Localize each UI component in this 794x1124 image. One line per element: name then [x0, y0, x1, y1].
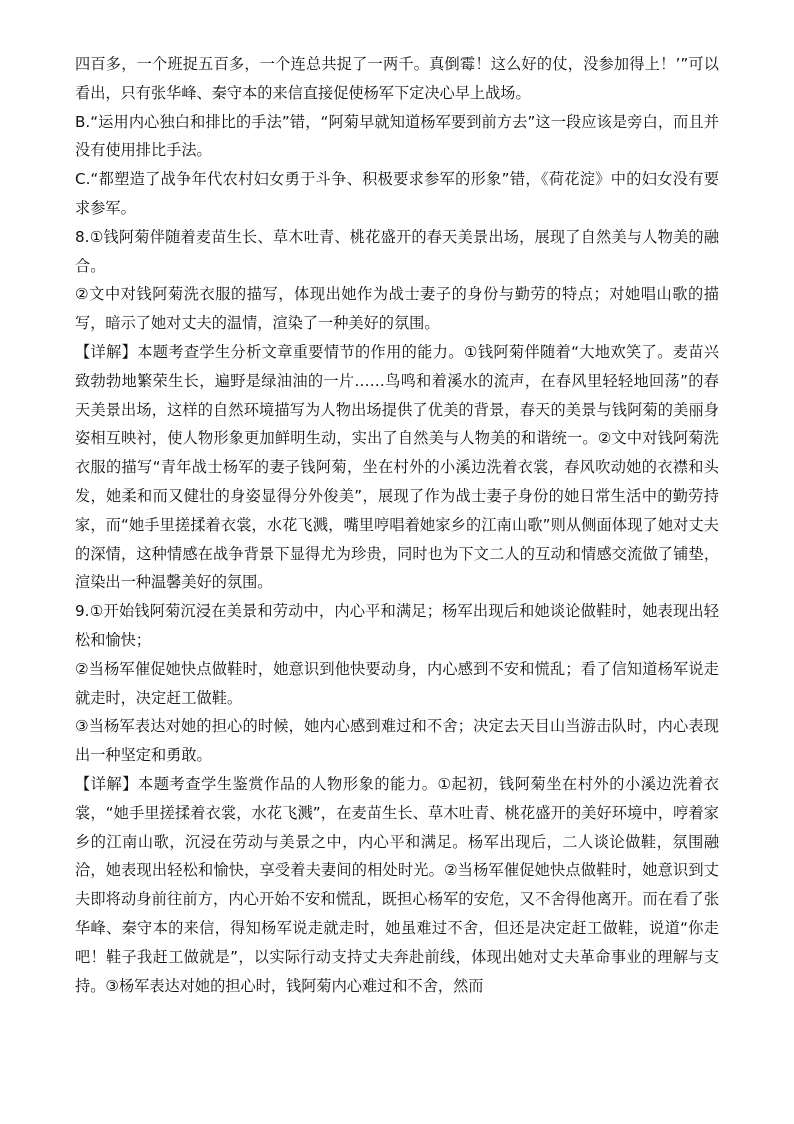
paragraph-continuation: 四百多，一个班捉五百多，一个连总共捉了一两千。真倒霉！这么好的仗，没参加得上！’”可以看出，只有张华峰、秦守本的来信直接促使杨军下定决心早上战场。	[75, 55, 719, 102]
paragraph-detail-9: 【详解】本题考查学生鉴赏作品的人物形象的能力。①起初，钱阿菊坐在村外的小溪边洗着衣裳，“她手里搓揉着衣裳，水花飞溅”，在麦苗生长、草木吐青、桃花盛开的美好环境中，哼着家乡的江南山歌，沉浸在劳动与美景之中，内心平和满足。杨军出现后，二人谈论做鞋，氛围融洽，她表现出轻松和愉快，享受着夫妻间的相处时光。②当杨军催促她快点做鞋时，她意识到丈夫即将动身前往前方，内心开始不安和慌乱，既担心杨军的安危，又不舍得他离开。而在看了张华峰、秦守本的来信，得知杨军说走就走时，她虽难过不舍，但还是决定赶工做鞋，说道“你走吧！鞋子我赶工做就是”，以实际行动支持丈夫奔赴前线，体现出她对丈夫革命事业的理解与支持。③杨军表达对她的担心时，钱阿菊内心难过和不舍，然而	[75, 774, 719, 995]
paragraph-answer-9-point-2: ②当杨军催促她快点做鞋时，她意识到他快要动身，内心感到不安和慌乱；看了信知道杨军说走就走时，决定赶工做鞋。	[75, 659, 719, 707]
paragraph-answer-8-point-2: ②文中对钱阿菊洗衣服的描写，体现出她作为战士妻子的身份与勤劳的特点；对她唱山歌的描写，暗示了她对丈夫的温情，渲染了一种美好的氛围。	[75, 285, 719, 333]
paragraph-answer-9-point-3: ③当杨军表达对她的担心的时候，她内心感到难过和不舍；决定去天目山当游击队时，内心表现出一种坚定和勇敢。	[75, 717, 719, 765]
paragraph-option-b: B.“运用内心独白和排比的手法”错，“阿菊早就知道杨军要到前方去”这一段应该是旁白，而且并没有使用排比手法。	[75, 112, 719, 160]
paragraph-option-c: C.“都塑造了战争年代农村妇女勇于斗争、积极要求参军的形象”错，《荷花淀》中的妇女没有要求参军。	[75, 170, 719, 217]
paragraph-answer-8-point-1: 8.①钱阿菊伴随着麦苗生长、草木吐青、桃花盛开的春天美景出场，展现了自然美与人物美的融合。	[75, 227, 719, 275]
answer-document	[75, 50, 719, 1000]
paragraph-detail-8: 【详解】本题考查学生分析文章重要情节的作用的能力。①钱阿菊伴随着“大地欢笑了。麦苗兴致勃勃地繁荣生长，遍野是绿油油的一片……鸟鸣和着溪水的流声，在春风里轻轻地回荡”的春天美景出场，这样的自然环境描写为人物出场提供了优美的背景，春天的美景与钱阿菊的美丽身姿相互映衬，使人物形象更加鲜明生动，实出了自然美与人物美的和谐统一。②文中对钱阿菊洗衣服的描写“青年战士杨军的妻子钱阿菊，坐在村外的小溪边洗着衣裳，春风吹动她的衣襟和头发，她柔和而又健壮的身姿显得分外俊美”，展现了作为战士妻子身份的她日常生活中的勤劳持家，而“她手里搓揉着衣裳，水花飞溅，嘴里哼唱着她家乡的江南山歌”则从侧面体现了她对丈夫的深情，这种情感在战争背景下显得尤为珍贵，同时也为下文二人的互动和情感交流做了铺垫，渲染出一种温馨美好的氛围。	[75, 342, 719, 592]
paragraph-answer-9-point-1: 9.①开始钱阿菊沉浸在美景和劳动中，内心平和满足；杨军出现后和她谈论做鞋时，她表现出轻松和愉快；	[75, 602, 719, 649]
